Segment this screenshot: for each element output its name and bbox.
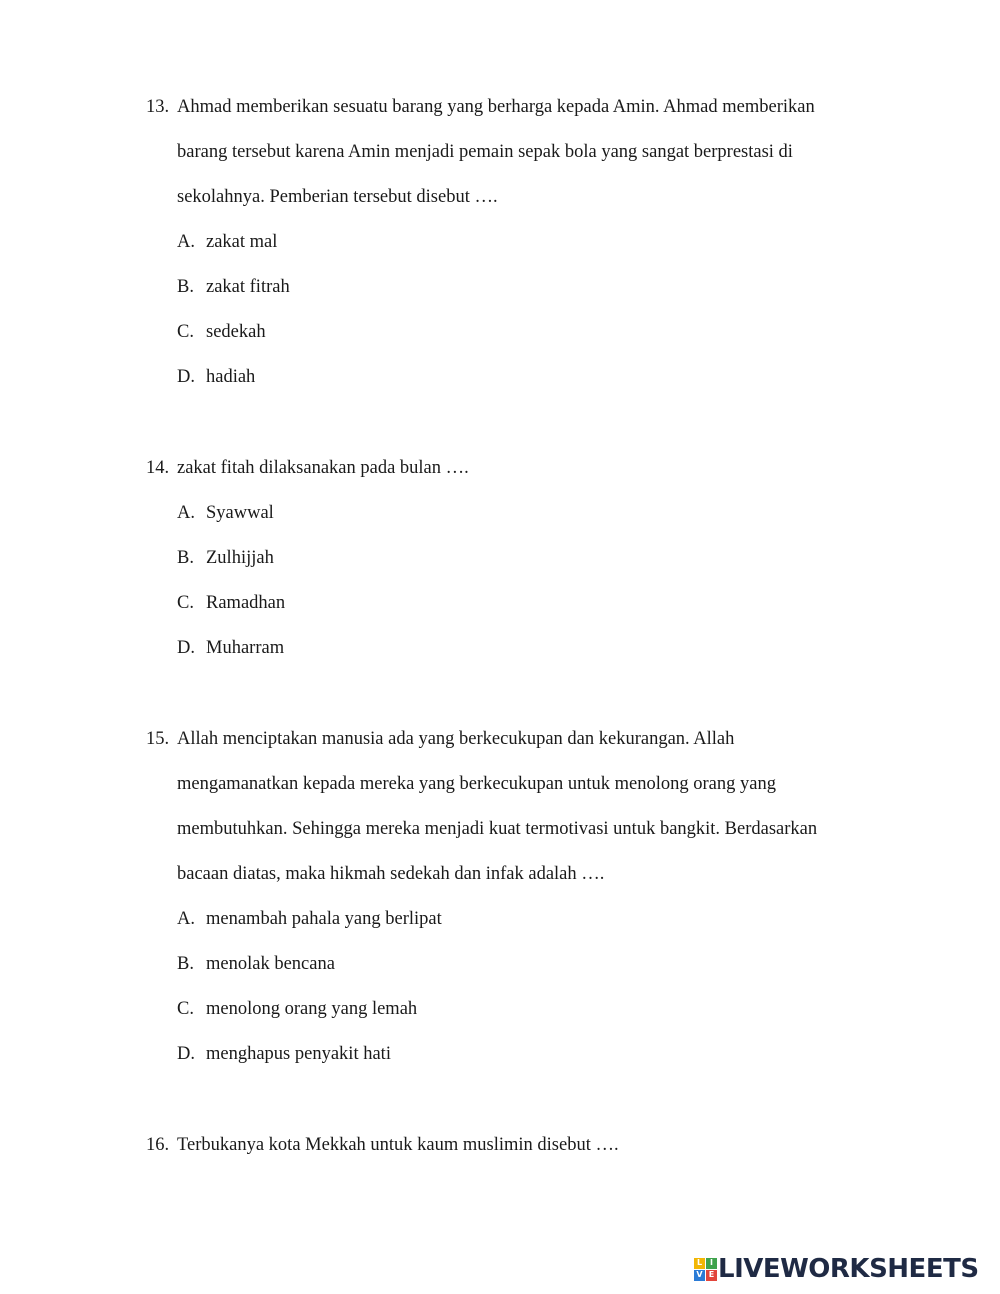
option-text: menghapus penyakit hati (206, 1044, 391, 1064)
question-number: 13. (146, 97, 170, 117)
option-text: menambah pahala yang berlipat (206, 909, 442, 929)
option-letter: B. (177, 548, 194, 568)
option-letter: D. (177, 638, 195, 658)
option-text: Syawwal (206, 503, 274, 523)
logo-tile-e: E (706, 1270, 717, 1281)
option-letter: C. (177, 322, 194, 342)
question-text-line: Ahmad memberikan sesuatu barang yang berharga kepada Amin. Ahmad memberikan (177, 97, 815, 117)
question-text-line: mengamanatkan kepada mereka yang berkecukupan untuk menolong orang yang (177, 774, 776, 794)
option-letter: B. (177, 277, 194, 297)
question-text-line: Terbukanya kota Mekkah untuk kaum muslimin disebut …. (177, 1135, 619, 1155)
question-number: 14. (146, 458, 170, 478)
question-number: 16. (146, 1135, 170, 1155)
option-text: Ramadhan (206, 593, 286, 613)
option-text: menolak bencana (206, 954, 335, 974)
question-number: 15. (146, 729, 170, 749)
logo-tile-i: I (706, 1258, 717, 1269)
logo-tile-l: L (694, 1258, 705, 1269)
option-text: Muharram (206, 638, 285, 658)
liveworksheets-logo[interactable] (694, 1252, 979, 1286)
option-text: zakat mal (206, 232, 278, 252)
option-letter: D. (177, 367, 195, 387)
question-text-line: membutuhkan. Sehingga mereka menjadi kuat termotivasi untuk bangkit. Berdasarkan (177, 819, 818, 839)
question-text-line: zakat fitah dilaksanakan pada bulan …. (177, 458, 469, 478)
option-letter: B. (177, 954, 194, 974)
brand-name: LIVEWORKSHEETS (718, 1254, 979, 1284)
liveworksheets-icon (694, 1258, 716, 1280)
question-text-line: barang tersebut karena Amin menjadi pemain sepak bola yang sangat berprestasi di (177, 142, 793, 162)
option-text: hadiah (206, 367, 256, 387)
option-text: zakat fitrah (206, 277, 290, 297)
option-letter: A. (177, 232, 195, 252)
option-letter: C. (177, 593, 194, 613)
option-text: sedekah (206, 322, 266, 342)
option-text: menolong orang yang lemah (206, 999, 418, 1019)
option-letter: A. (177, 503, 195, 523)
logo-tile-v: V (694, 1270, 705, 1281)
option-letter: A. (177, 909, 195, 929)
question-text-line: Allah menciptakan manusia ada yang berkecukupan dan kekurangan. Allah (177, 729, 735, 749)
question-text-line: sekolahnya. Pemberian tersebut disebut …. (177, 187, 498, 207)
option-letter: C. (177, 999, 194, 1019)
option-letter: D. (177, 1044, 195, 1064)
question-text-line: bacaan diatas, maka hikmah sedekah dan infak adalah …. (177, 864, 605, 884)
option-text: Zulhijjah (206, 548, 274, 568)
